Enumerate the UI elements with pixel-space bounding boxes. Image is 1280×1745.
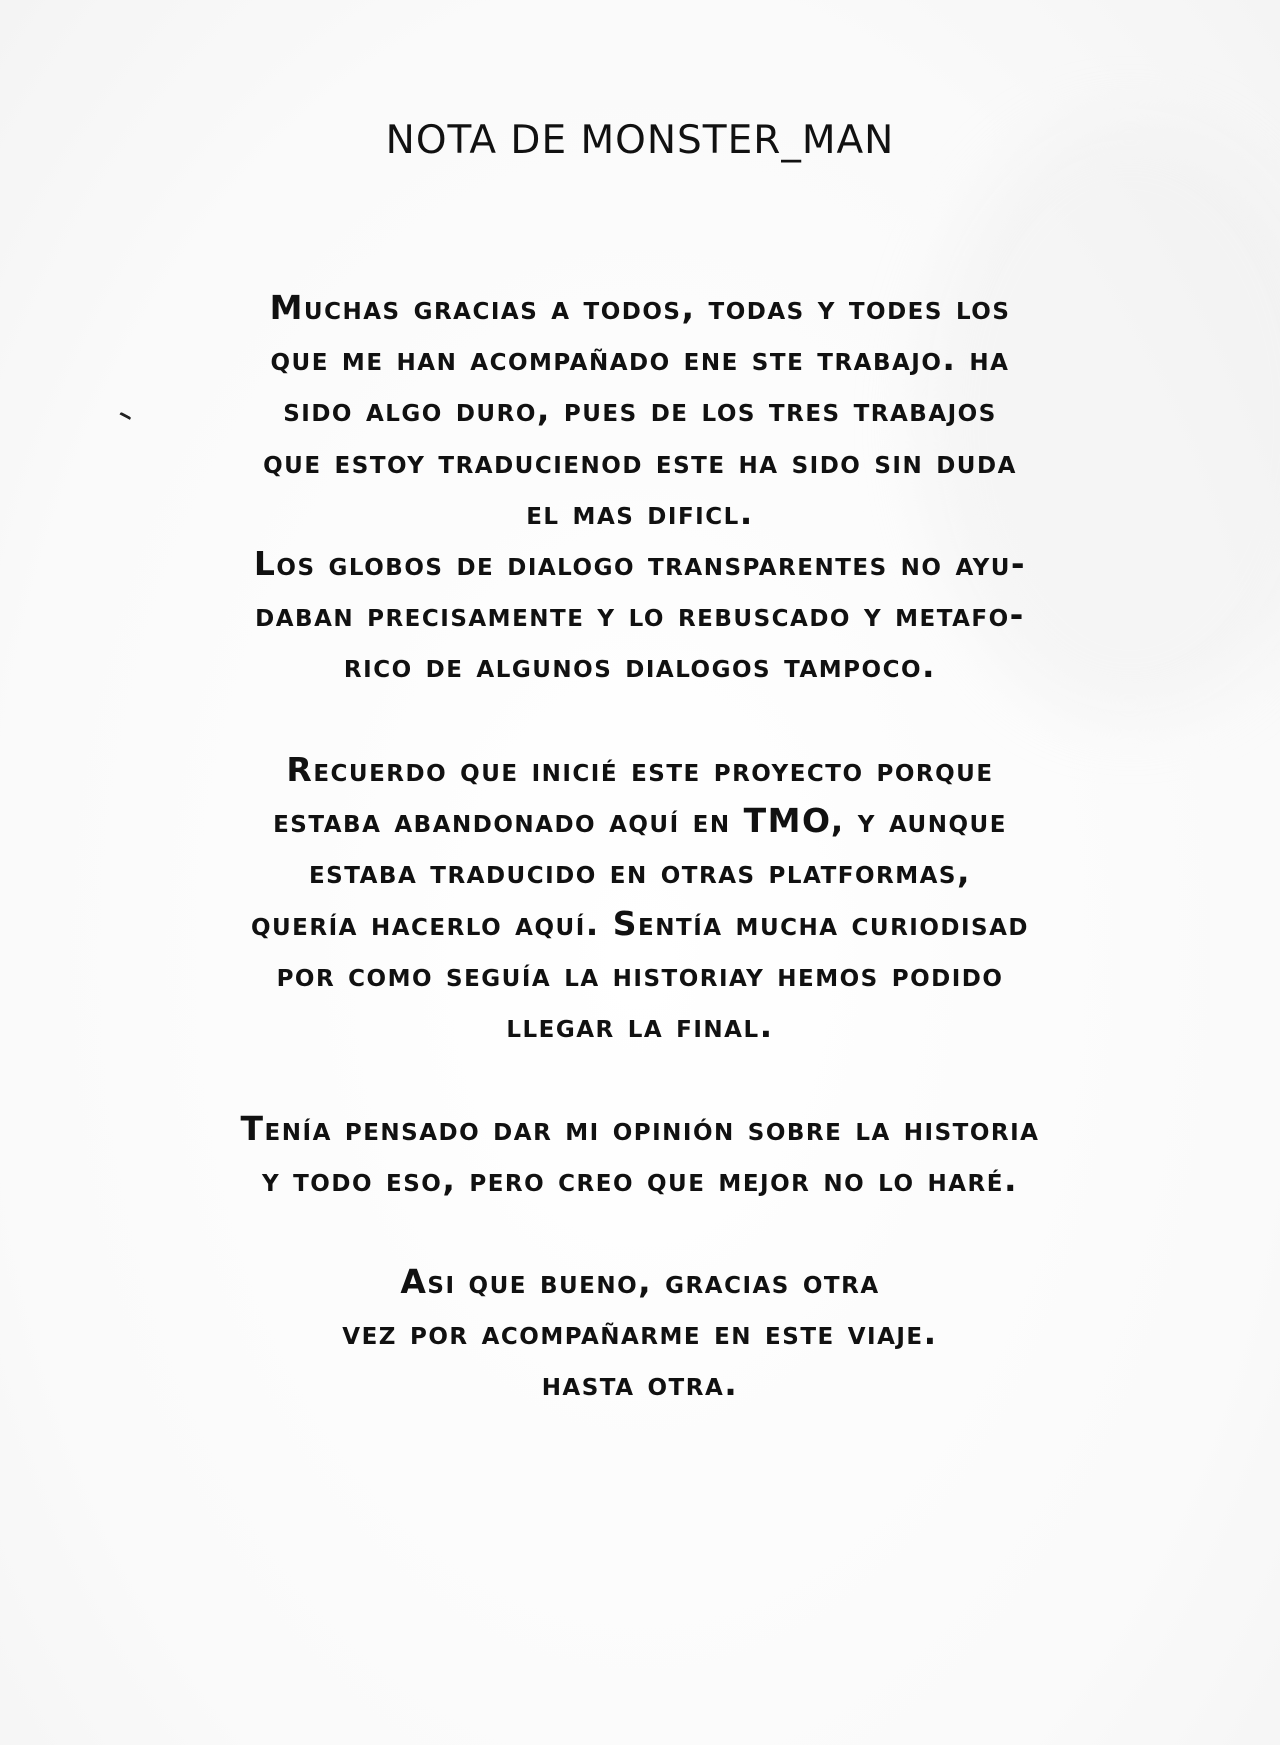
paragraph-farewell <box>120 1256 1160 1410</box>
text-line: Tenía pensado dar mi opinión sobre la historia <box>240 1109 1040 1148</box>
text-line: llegar la final. <box>506 1006 774 1046</box>
text-line: Muchas gracias a todos, todas y todes los <box>269 288 1011 327</box>
text-line: que estoy traducienod este ha sido sin duda <box>263 441 1017 481</box>
text-line: sido algo duro, pues de los tres trabajos <box>283 390 997 430</box>
text-line: hasta otra. <box>541 1364 739 1404</box>
paragraph-thanks <box>120 282 1160 692</box>
text-line: rico de algunos dialogos tampoco. <box>343 646 937 686</box>
paragraph-opinion <box>120 1103 1160 1205</box>
text-line: Los globos de dialogo transparentes no ayu- <box>253 544 1027 584</box>
text-line: Asi que bueno, gracias otra <box>400 1262 880 1301</box>
text-line: estaba abandonado aquí en TMO, y aunque <box>273 801 1007 841</box>
text-line: quería hacerlo aquí. Sentía mucha curiodisad <box>250 903 1030 943</box>
text-line: estaba traducido en otras platformas, <box>308 852 972 892</box>
text-line: por como seguía la historiay hemos podido <box>276 954 1004 994</box>
text-line: el mas dificl. <box>526 492 754 532</box>
text-line: Recuerdo que inicié este proyecto porque <box>286 750 994 789</box>
text-line: que me han acompañado ene ste trabajo. ha <box>270 339 1010 379</box>
text-line: vez por acompañarme en este viaje. <box>342 1313 938 1353</box>
note-title: NOTA DE MONSTER_MAN <box>385 118 895 163</box>
paragraph-project <box>120 744 1160 1051</box>
text-line: y todo eso, pero creo que mejor no lo haré. <box>261 1160 1019 1200</box>
text-line: daban precisamente y lo rebuscado y metafo- <box>255 595 1025 635</box>
